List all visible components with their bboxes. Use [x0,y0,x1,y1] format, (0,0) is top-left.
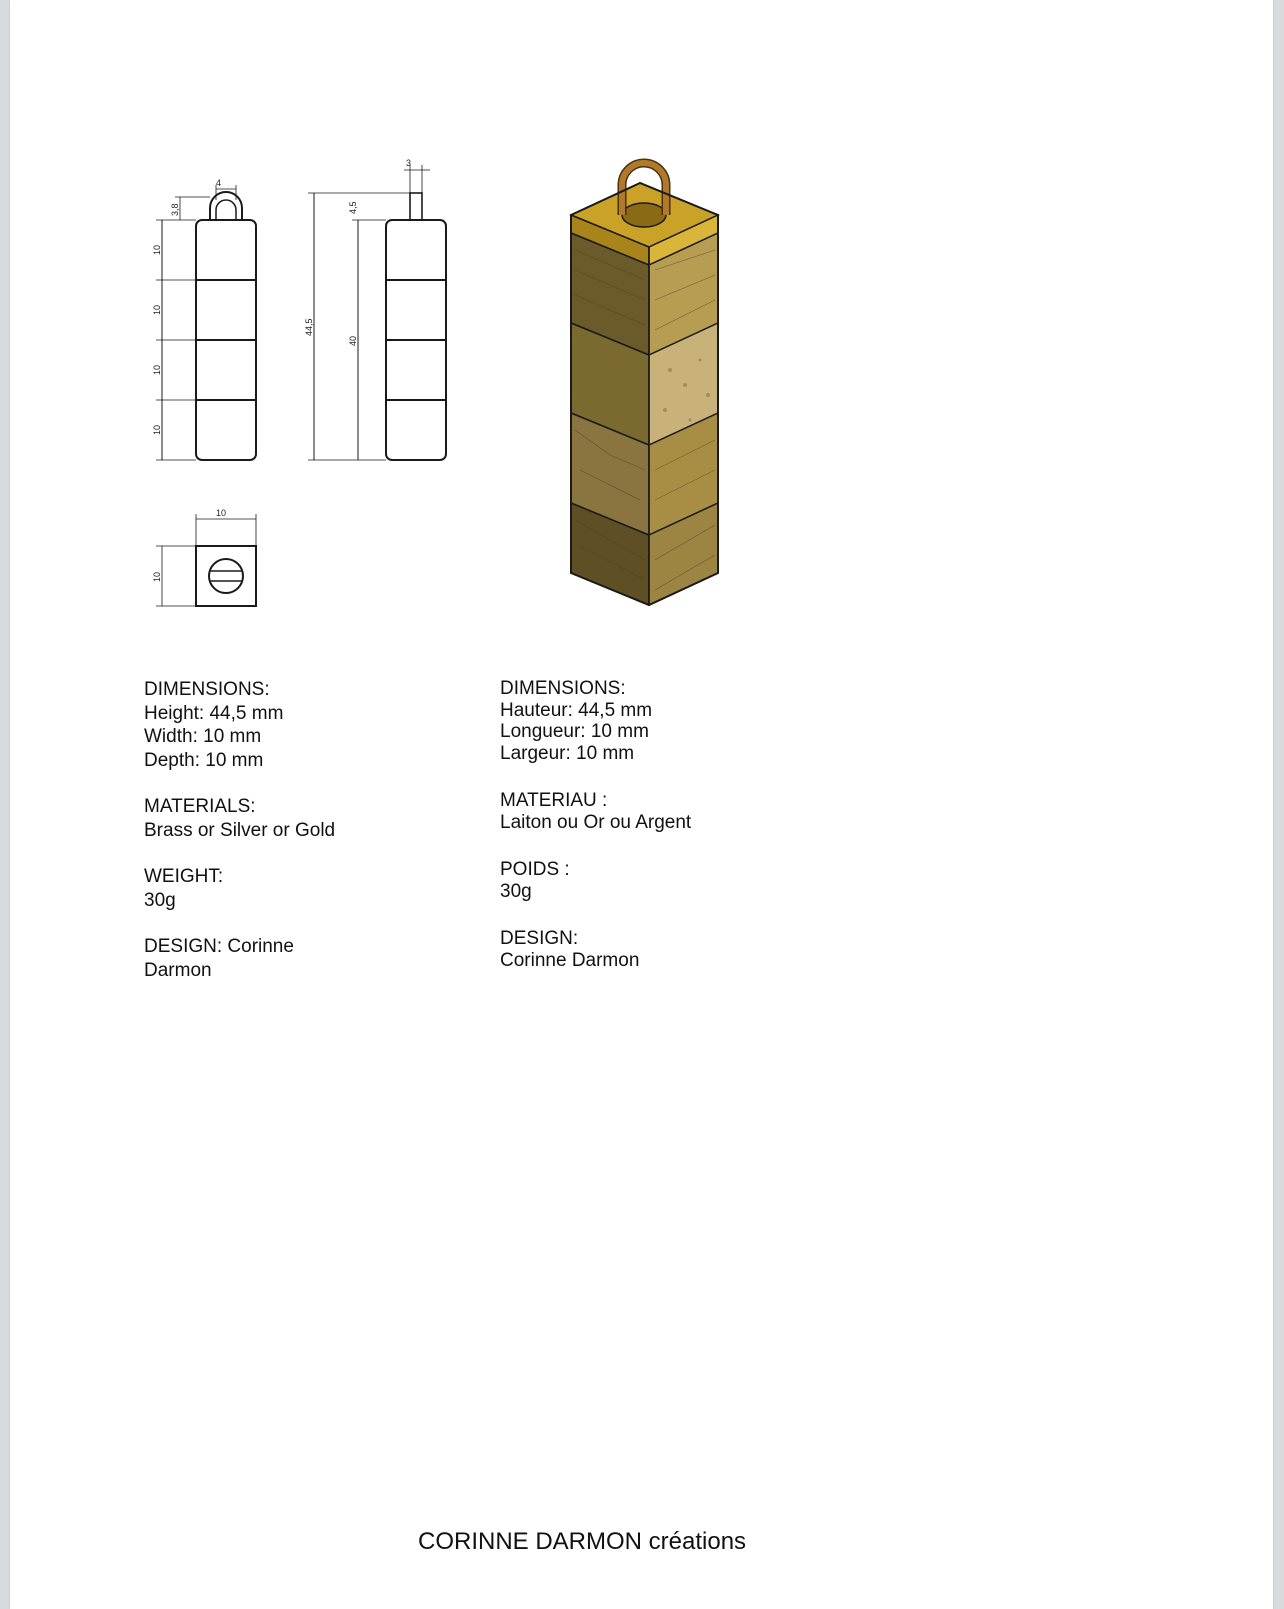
en-materials-block [144,795,374,842]
en-materials-value: Brass or Silver or Gold [144,819,336,841]
fr-dimensions-block [500,678,800,764]
footer-brand: CORINNE DARMON créations [418,1528,747,1555]
front-bail-width-dim: 4 [216,178,222,188]
fr-weight-heading: POIDS : [500,859,570,880]
fr-length: Longueur: 10 mm [500,721,649,742]
en-design-line2: Darmon [144,959,212,981]
en-design-line1: DESIGN: Corinne [144,936,294,957]
fr-width: Largeur: 10 mm [500,742,635,764]
fr-design-value: Corinne Darmon [500,949,640,971]
en-materials-heading: MATERIALS: [144,796,256,817]
en-weight-value: 30g [144,889,176,911]
side-body-height-dim: 40 [348,335,358,346]
front-dim-3: 10 [152,364,162,375]
fr-materials-heading: MATERIAU : [500,790,608,811]
front-dim-1: 10 [152,244,162,255]
en-weight-heading: WEIGHT: [144,866,224,887]
fr-materials-value: Laiton ou Or ou Argent [500,811,692,833]
front-view [156,185,256,460]
document-page [10,0,1273,1609]
en-depth: Depth: 10 mm [144,749,264,771]
front-dim-2: 10 [152,304,162,315]
fr-materials-block [500,790,800,833]
front-bail [210,192,242,220]
top-square [196,546,256,606]
top-bail-circle [209,559,243,593]
en-dimensions-heading: DIMENSIONS: [144,679,270,700]
fr-height: Hauteur: 44,5 mm [500,699,653,721]
fr-design-block [500,928,800,971]
top-depth-dim: 10 [152,571,162,582]
french-specs [500,678,800,994]
fr-design-heading: DESIGN: [500,928,579,949]
fr-dimensions-heading: DIMENSIONS: [500,678,626,699]
side-bail [410,193,422,220]
en-dimensions-block [144,678,374,772]
side-view [308,165,446,460]
fr-weight-block [500,859,800,902]
pendant-render [571,163,718,605]
en-height: Height: 44,5 mm [144,702,284,724]
front-dim-4: 10 [152,424,162,435]
english-specs [144,678,374,1005]
en-width: Width: 10 mm [144,726,262,747]
side-total-height-dim: 44,5 [304,318,314,336]
top-width-dim: 10 [216,508,227,518]
fr-weight-value: 30g [500,880,532,902]
front-bail-height-dim: 3,8 [170,203,180,216]
en-weight-block [144,865,374,912]
top-view [156,514,256,606]
technical-drawing [10,0,1273,640]
side-bail-height-dim: 4,5 [348,201,358,214]
en-design-block [144,935,374,982]
side-bail-thickness-dim: 3 [406,158,412,168]
